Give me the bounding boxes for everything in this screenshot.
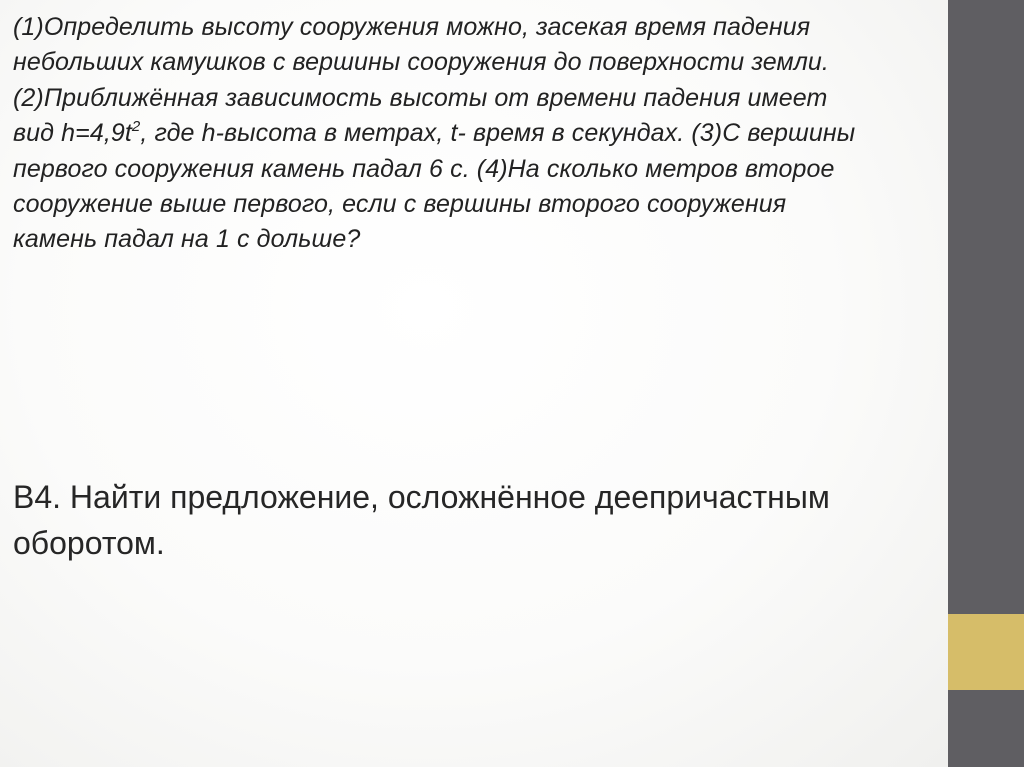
question-heading: В4. Найти предложение, осложнённое деепричастным оборотом. — [13, 479, 830, 561]
task-text-part-1: (1)Определить высоту сооружения можно, засекая время падения небольших камушков с вершины сооружения до поверхности земли. (2)Приближённая зависимость высоты от времени падения имеет вид h=4,9t — [13, 13, 829, 148]
task-text — [13, 10, 873, 258]
task-text-part-2: , где h-высота в метрах, t- время в секундах. (3)С вершины первого сооружения камень падал 6 с. (4)На сколько метров второе сооружение выше первого, если с вершины второго сооружения камень падал на 1 с дольше? — [13, 119, 856, 254]
task-text-exponent: 2 — [131, 117, 141, 135]
slide-side-accent-square — [948, 614, 1024, 690]
